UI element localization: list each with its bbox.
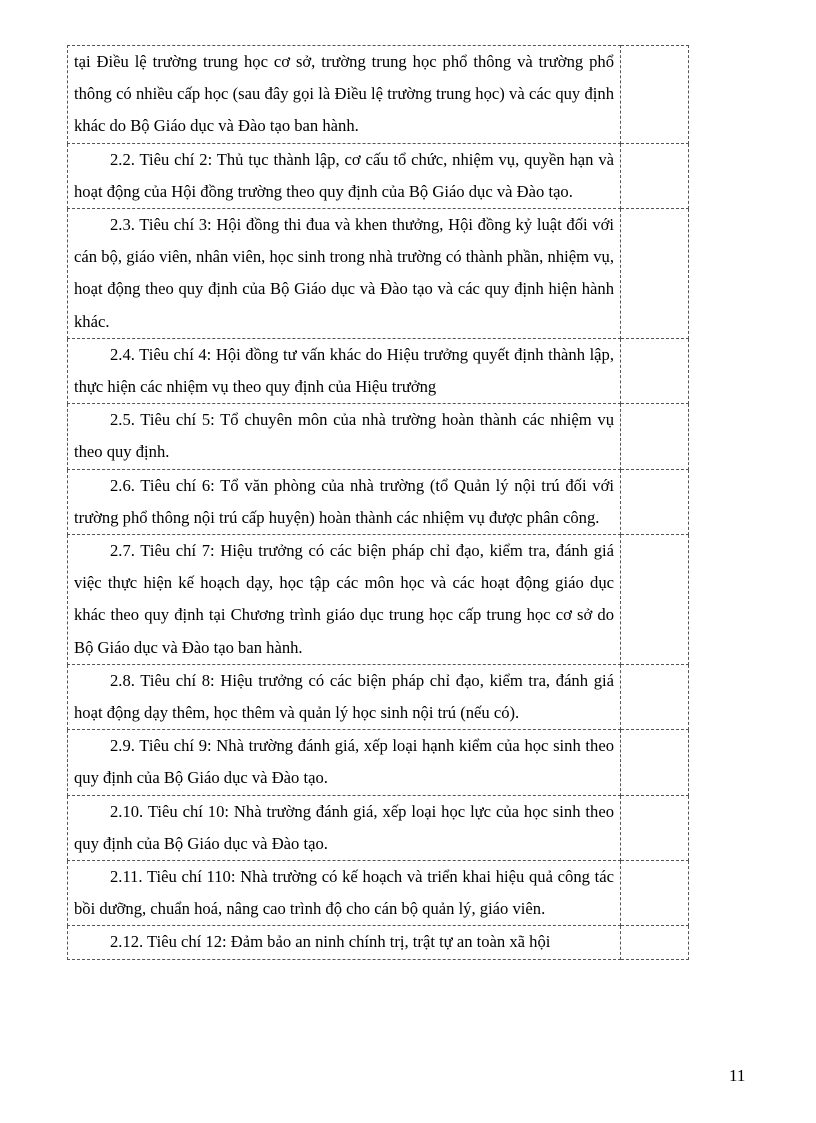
blank-cell: [621, 926, 689, 959]
table-row: [68, 861, 689, 926]
criteria-text: 2.2. Tiêu chí 2: Thủ tục thành lập, cơ cấu tổ chức, nhiệm vụ, quyền hạn và hoạt động của Hội đồng trường theo quy định của Bộ Giáo dục và Đào tạo.: [74, 149, 614, 201]
criteria-text-cell: [68, 795, 621, 860]
criteria-text-cell: [68, 664, 621, 729]
blank-cell: [621, 861, 689, 926]
table-row: [68, 404, 689, 469]
table-row: [68, 469, 689, 534]
criteria-text: 2.6. Tiêu chí 6: Tổ văn phòng của nhà trường (tổ Quản lý nội trú đối với trường phổ thông nội trú cấp huyện) hoàn thành các nhiệm vụ được phân công.: [74, 475, 614, 527]
table-row: [68, 535, 689, 665]
blank-cell: [621, 730, 689, 795]
table-row: [68, 795, 689, 860]
criteria-text-cell: [68, 535, 621, 665]
criteria-table: [67, 45, 689, 960]
criteria-text: 2.7. Tiêu chí 7: Hiệu trưởng có các biện pháp chỉ đạo, kiểm tra, đánh giá việc thực hiện kế hoạch dạy, học tập các môn học và các hoạt động giáo dục khác theo quy định tại Chương trình giáo dục trung học cấp trung học cơ sở do Bộ Giáo dục và Đào tạo ban hành.: [74, 541, 614, 657]
blank-cell: [621, 143, 689, 208]
criteria-text: 2.5. Tiêu chí 5: Tổ chuyên môn của nhà trường hoàn thành các nhiệm vụ theo quy định.: [74, 410, 614, 462]
table-row: [68, 143, 689, 208]
criteria-text: 2.9. Tiêu chí 9: Nhà trường đánh giá, xếp loại hạnh kiểm của học sinh theo quy định của Bộ Giáo dục và Đào tạo.: [74, 736, 614, 788]
table-row: [68, 730, 689, 795]
criteria-text-cell: [68, 143, 621, 208]
blank-cell: [621, 664, 689, 729]
criteria-text-cell: [68, 46, 621, 144]
criteria-text-cell: [68, 338, 621, 403]
criteria-text-cell: [68, 209, 621, 339]
criteria-text: 2.4. Tiêu chí 4: Hội đồng tư vấn khác do Hiệu trưởng quyết định thành lập, thực hiện các nhiệm vụ theo quy định của Hiệu trưởng: [74, 344, 614, 397]
criteria-text: 2.3. Tiêu chí 3: Hội đồng thi đua và khen thưởng, Hội đồng kỷ luật đối với cán bộ, giáo viên, nhân viên, học sinh trong nhà trường có thành phần, nhiệm vụ, hoạt động theo quy định của Bộ Giáo dục và Đào tạo và các quy định hiện hành khác.: [74, 215, 614, 331]
blank-cell: [621, 469, 689, 534]
table-row: [68, 209, 689, 339]
criteria-text: tại Điều lệ trường trung học cơ sở, trường trung học phổ thông và trường phổ thông có nhiều cấp học (sau đây gọi là Điều lệ trường trung học) và các quy định khác do Bộ Giáo dục và Đào tạo ban hành.: [74, 52, 614, 136]
blank-cell: [621, 404, 689, 469]
criteria-text: 2.8. Tiêu chí 8: Hiệu trưởng có các biện pháp chỉ đạo, kiểm tra, đánh giá hoạt động dạy thêm, học thêm và quản lý học sinh nội trú (nếu có).: [74, 670, 614, 723]
table-row: [68, 664, 689, 729]
criteria-text: 2.11. Tiêu chí 110: Nhà trường có kế hoạch và triển khai hiệu quả công tác bồi dưỡng, chuẩn hoá, nâng cao trình độ cho cán bộ quản lý, giáo viên.: [74, 867, 614, 919]
blank-cell: [621, 338, 689, 403]
page-number: 11: [729, 1066, 746, 1085]
criteria-text-cell: [68, 926, 621, 959]
blank-cell: [621, 535, 689, 665]
criteria-text: 2.12. Tiêu chí 12: Đảm bảo an ninh chính trị, trật tự an toàn xã hội: [110, 932, 551, 952]
blank-cell: [621, 795, 689, 860]
table-row: [68, 46, 689, 144]
blank-cell: [621, 46, 689, 144]
criteria-text: 2.10. Tiêu chí 10: Nhà trường đánh giá, xếp loại học lực của học sinh theo quy định của Bộ Giáo dục và Đào tạo.: [74, 801, 614, 853]
criteria-text-cell: [68, 469, 621, 534]
criteria-text-cell: [68, 404, 621, 469]
criteria-text-cell: [68, 861, 621, 926]
table-row: [68, 926, 689, 959]
criteria-text-cell: [68, 730, 621, 795]
table-row: [68, 338, 689, 403]
blank-cell: [621, 209, 689, 339]
